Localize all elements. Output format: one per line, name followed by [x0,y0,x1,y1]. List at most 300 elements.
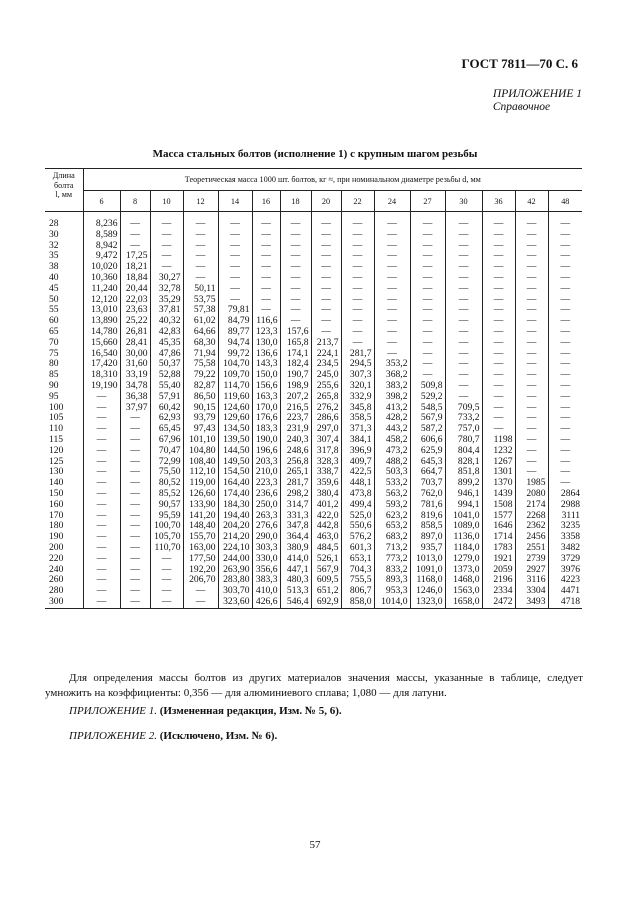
mass-cell: — [83,500,120,511]
appendix-subtitle: Справочное [492,101,551,113]
spacer-cell [83,212,120,220]
length-cell: 125 [49,456,64,467]
mass-cell: 157,6 [280,327,311,338]
mass-cell: — [515,273,548,284]
mass-cell: 303,3 [252,543,280,554]
mass-cell: 548,5 [410,403,445,414]
mass-cell: 3358 [548,532,582,543]
mass-cell: 380,9 [280,543,311,554]
mass-cell: — [120,435,150,446]
mass-cell: — [150,554,183,565]
length-cell: 115 [49,434,64,445]
mass-cell: 458,2 [374,435,410,446]
diameter-header-42: 42 [515,191,548,212]
mass-cell: 18,21 [120,262,150,273]
mass-cell: 2362 [515,521,548,532]
mass-cell: — [83,521,120,532]
mass-cell: — [445,219,482,230]
mass-cell: 1985 [515,478,548,489]
mass-cell: 60,42 [150,403,183,414]
mass-cell: 383,2 [374,381,410,392]
mass-cell: 281,7 [280,478,311,489]
mass-cell: — [445,392,482,403]
spacer-cell [311,212,341,220]
mass-cell: — [548,230,582,241]
mass-cell: 36,38 [120,392,150,403]
table-row [45,467,582,478]
mass-cell: 380,4 [311,489,341,500]
mass-cell: 281,7 [341,349,374,360]
mass-cell: — [374,241,410,252]
mass-cell: — [280,273,311,284]
mass-cell: 276,6 [252,521,280,532]
mass-cell: — [548,305,582,316]
mass-cell: 443,2 [374,424,410,435]
mass-cell: — [445,359,482,370]
mass-cell: 290,0 [252,532,280,543]
mass-cell: — [120,424,150,435]
mass-cell: — [482,403,515,414]
mass-cell: — [150,241,183,252]
mass-cell: — [83,403,120,414]
mass-cell: — [515,230,548,241]
mass-cell: — [515,413,548,424]
mass-cell: 57,38 [183,305,218,316]
mass-cell: 65,45 [150,424,183,435]
mass-cell: 371,3 [341,424,374,435]
length-cell: 80 [49,359,59,370]
spacer-cell [445,212,482,220]
mass-cell: — [410,273,445,284]
mass-cell: — [482,251,515,262]
mass-cell: 2864 [548,489,582,500]
mass-cell: — [445,284,482,295]
mass-cell: — [120,565,150,576]
mass-cell: 4718 [548,597,582,608]
mass-cell: — [515,467,548,478]
spacer-cell [120,212,150,220]
mass-cell: — [410,241,445,252]
diameter-header-27: 27 [410,191,445,212]
mass-cell: 17,420 [83,359,120,370]
mass-cell: — [410,327,445,338]
mass-cell: 1783 [482,543,515,554]
mass-cell: 307,4 [311,435,341,446]
mass-cell: 1323,0 [410,597,445,608]
mass-cell: 3493 [515,597,548,608]
mass-cell: 196,6 [252,446,280,457]
mass-cell: 2334 [482,586,515,597]
length-cell: 38 [49,262,59,273]
mass-cell: — [374,251,410,262]
mass-cell: — [445,262,482,273]
length-cell: 190 [49,532,64,543]
mass-cell: 1658,0 [445,597,482,608]
table-row [45,403,582,414]
mass-cell: 30,27 [150,273,183,284]
length-cell: 32 [49,240,59,251]
mass-cell: 426,6 [252,597,280,608]
mass-cell: — [311,273,341,284]
mass-cell: 1014,0 [374,597,410,608]
mass-cell: — [548,262,582,273]
table-row [45,251,582,262]
table-row [45,565,582,576]
length-cell: 240 [49,564,64,575]
mass-cell: — [120,230,150,241]
mass-cell: — [150,575,183,586]
length-cell: 40 [49,272,59,283]
length-cell: 55 [49,305,59,316]
mass-cell: — [120,219,150,230]
mass-cell: 448,1 [341,478,374,489]
length-cell: 95 [49,391,59,402]
table-row [45,381,582,392]
mass-cell: — [341,295,374,306]
spacer-cell [410,212,445,220]
mass-cell: 10,360 [83,273,120,284]
mass-cell: 236,6 [252,489,280,500]
mass-cell: — [311,241,341,252]
mass-cell: — [183,262,218,273]
mass-cell: 263,3 [252,511,280,522]
mass-cell: 156,6 [252,381,280,392]
table-row [45,241,582,252]
mass-cell: — [218,284,252,295]
mass-cell: — [410,262,445,273]
mass-cell: 320,1 [341,381,374,392]
mass-cell: — [410,219,445,230]
mass-cell: 97,43 [183,424,218,435]
mass-cell: 19,190 [83,381,120,392]
mass-cell: — [515,359,548,370]
mass-cell: — [280,251,311,262]
mass-cell: 567,9 [410,413,445,424]
mass-cell: 244,00 [218,554,252,565]
mass-cell: 401,2 [311,500,341,511]
table-row [45,316,582,327]
mass-cell: — [374,327,410,338]
mass-cell: 606,6 [410,435,445,446]
mass-cell: — [83,597,120,608]
mass-cell: 67,96 [150,435,183,446]
mass-cell: — [410,284,445,295]
mass-cell: — [183,241,218,252]
mass-table [45,168,582,609]
mass-cell: — [252,295,280,306]
mass-cell: 4223 [548,575,582,586]
mass-cell: 409,7 [341,457,374,468]
table-row [45,230,582,241]
diameter-header-6: 6 [83,191,120,212]
mass-cell: 18,310 [83,370,120,381]
mass-cell: 819,6 [410,511,445,522]
mass-cell: 28,41 [120,338,150,349]
mass-cell: 480,3 [280,575,311,586]
mass-cell: 110,70 [150,543,183,554]
mass-cell: 68,30 [183,338,218,349]
mass-cell: — [548,327,582,338]
mass-cell: — [280,230,311,241]
mass-cell: — [341,305,374,316]
mass-cell: 283,80 [218,575,252,586]
mass-cell: 105,70 [150,532,183,543]
mass-cell: — [445,273,482,284]
mass-cell: 231,9 [280,424,311,435]
mass-cell: — [120,467,150,478]
diameter-header-20: 20 [311,191,341,212]
mass-cell: 3116 [515,575,548,586]
mass-cell: 89,77 [218,327,252,338]
mass-cell: — [374,284,410,295]
mass-cell: 2472 [482,597,515,608]
mass-cell: — [515,262,548,273]
mass-cell: — [341,316,374,327]
mass-cell: 37,81 [150,305,183,316]
mass-cell: 587,2 [410,424,445,435]
mass-cell: 84,79 [218,316,252,327]
diameter-header-22: 22 [341,191,374,212]
mass-cell: — [548,295,582,306]
mass-cell: 463,0 [311,532,341,543]
mass-cell: 525,0 [341,511,374,522]
length-cell: 110 [49,424,64,435]
spacer-cell [45,212,83,220]
mass-cell: 80,52 [150,478,183,489]
mass-cell: 213,7 [311,338,341,349]
mass-cell: 165,8 [280,338,311,349]
mass-cell: 328,3 [311,457,341,468]
mass-cell: 833,2 [374,565,410,576]
mass-cell: 1013,0 [410,554,445,565]
mass-cell: 653,1 [341,554,374,565]
mass-cell: 899,2 [445,478,482,489]
mass-cell: 240,3 [280,435,311,446]
mass-cell: — [120,413,150,424]
diameter-header-24: 24 [374,191,410,212]
mass-cell: 35,29 [150,295,183,306]
mass-cell: 139,50 [218,435,252,446]
mass-cell: — [120,489,150,500]
mass-cell: 1041,0 [445,511,482,522]
mass-cell: — [548,381,582,392]
length-cell: 170 [49,510,64,521]
mass-cell: 216,5 [280,403,311,414]
mass-cell: 442,8 [311,521,341,532]
mass-cell: 75,58 [183,359,218,370]
amendment-note-2 [69,730,277,742]
mass-cell: — [252,241,280,252]
length-cell: 130 [49,467,64,478]
mass-cell: 116,6 [252,316,280,327]
amendment-note-1 [69,705,342,717]
mass-cell: 206,70 [183,575,218,586]
mass-cell: 1646 [482,521,515,532]
mass-cell: 2988 [548,500,582,511]
mass-cell: 3729 [548,554,582,565]
mass-cell: 55,40 [150,381,183,392]
mass-cell: 804,4 [445,446,482,457]
diameter-header-14: 14 [218,191,252,212]
mass-cell: — [482,241,515,252]
mass-cell: 601,3 [341,543,374,554]
mass-cell: 1091,0 [410,565,445,576]
mass-cell: — [341,251,374,262]
mass-cell: 90,15 [183,403,218,414]
mass-cell: — [515,327,548,338]
table-row [45,532,582,543]
mass-cell: 250,0 [252,500,280,511]
mass-cell: 755,5 [341,575,374,586]
mass-cell: — [515,392,548,403]
mass-cell: — [548,349,582,360]
mass-cell: 20,44 [120,284,150,295]
spacer-cell [280,212,311,220]
mass-cell: — [445,349,482,360]
mass-cell: — [515,457,548,468]
mass-cell: — [150,230,183,241]
mass-cell: 13,010 [83,305,120,316]
mass-cell: — [120,597,150,608]
mass-cell: 207,2 [280,392,311,403]
mass-cell: 563,2 [374,489,410,500]
mass-cell: 513,3 [280,586,311,597]
mass-cell: — [83,489,120,500]
mass-cell: 529,2 [410,392,445,403]
materials-note: Для определения массы болтов из других материалов значения массы, указанные в таблице, следует умножить на коэффициенты: 0,356 — для алюминиевого сплава; 1,080 — для латуни. [45,672,583,699]
mass-cell: — [183,586,218,597]
mass-cell: 223,7 [280,413,311,424]
mass-cell: 148,40 [183,521,218,532]
mass-cell: — [548,284,582,295]
mass-cell: 2927 [515,565,548,576]
mass-cell: — [445,327,482,338]
mass-cell: — [150,262,183,273]
mass-cell: 653,2 [374,521,410,532]
diameter-header-10: 10 [150,191,183,212]
mass-cell: 414,0 [280,554,311,565]
mass-cell: 234,5 [311,359,341,370]
mass-cell: 298,2 [280,489,311,500]
mass-cell: — [341,219,374,230]
mass-cell: 1714 [482,532,515,543]
table-row [45,521,582,532]
mass-cell: — [83,478,120,489]
mass-cell: — [252,251,280,262]
mass-cell: — [515,403,548,414]
mass-cell: 248,6 [280,446,311,457]
mass-cell: 1184,0 [445,543,482,554]
mass-cell: 499,4 [341,500,374,511]
table-row [45,338,582,349]
mass-cell: 550,6 [341,521,374,532]
mass-cell: 95,59 [150,511,183,522]
mass-cell: 99,72 [218,349,252,360]
mass-cell: 15,660 [83,338,120,349]
mass-cell: — [311,284,341,295]
mass-cell: 297,0 [311,424,341,435]
mass-cell: — [515,370,548,381]
mass-cell: — [515,241,548,252]
mass-cell: 45,35 [150,338,183,349]
appendix-title: ПРИЛОЖЕНИЕ 1 [492,88,582,100]
mass-cell: — [482,338,515,349]
diameter-header-36: 36 [482,191,515,212]
mass-cell: 806,7 [341,586,374,597]
mass-cell: 119,60 [218,392,252,403]
mass-cell: 422,0 [311,511,341,522]
mass-cell: 31,60 [120,359,150,370]
mass-cell: — [218,251,252,262]
mass-cell: 8,942 [83,241,120,252]
mass-cell: — [410,295,445,306]
mass-cell: — [150,597,183,608]
mass-cell: — [548,403,582,414]
mass-cell: 664,7 [410,467,445,478]
mass-cell: 85,52 [150,489,183,500]
mass-cell: 828,1 [445,457,482,468]
mass-cell: 609,5 [311,575,341,586]
mass-cell: 194,40 [218,511,252,522]
table-row [45,273,582,284]
mass-cell: — [311,327,341,338]
mass-cell: 176,6 [252,413,280,424]
mass-cell: 851,8 [445,467,482,478]
mass-cell: 61,02 [183,316,218,327]
mass-cell: 503,3 [374,467,410,478]
mass-cell: 347,8 [280,521,311,532]
mass-cell: — [341,273,374,284]
mass-cell: — [548,413,582,424]
diameter-header-30: 30 [445,191,482,212]
mass-cell: 23,63 [120,305,150,316]
mass-cell: 526,1 [311,554,341,565]
mass-cell: — [311,251,341,262]
mass-cell: — [410,316,445,327]
table-body [45,212,582,609]
mass-cell: — [120,511,150,522]
mass-cell: 303,70 [218,586,252,597]
mass-cell: — [280,284,311,295]
mass-cell: — [150,251,183,262]
mass-cell: — [410,251,445,262]
table-row [45,359,582,370]
mass-cell: 576,2 [341,532,374,543]
table-row [45,575,582,586]
length-column-header: Длина болта l, мм [45,169,83,212]
mass-cell: — [515,424,548,435]
mass-cell: — [150,219,183,230]
mass-cell: 47,86 [150,349,183,360]
mass-cell: — [410,230,445,241]
mass-cell: 40,32 [150,316,183,327]
mass-cell: 331,3 [280,511,311,522]
mass-cell: 144,50 [218,446,252,457]
mass-cell: 314,7 [280,500,311,511]
table-row [45,284,582,295]
mass-cell: 163,3 [252,392,280,403]
mass-cell: — [548,251,582,262]
mass-cell: 8,589 [83,230,120,241]
mass-cell: 780,7 [445,435,482,446]
mass-cell: — [374,316,410,327]
mass-cell: — [83,554,120,565]
table-row [45,446,582,457]
mass-cell: 26,81 [120,327,150,338]
mass-cell: — [482,349,515,360]
mass-cell: 276,2 [311,403,341,414]
table-row [45,327,582,338]
